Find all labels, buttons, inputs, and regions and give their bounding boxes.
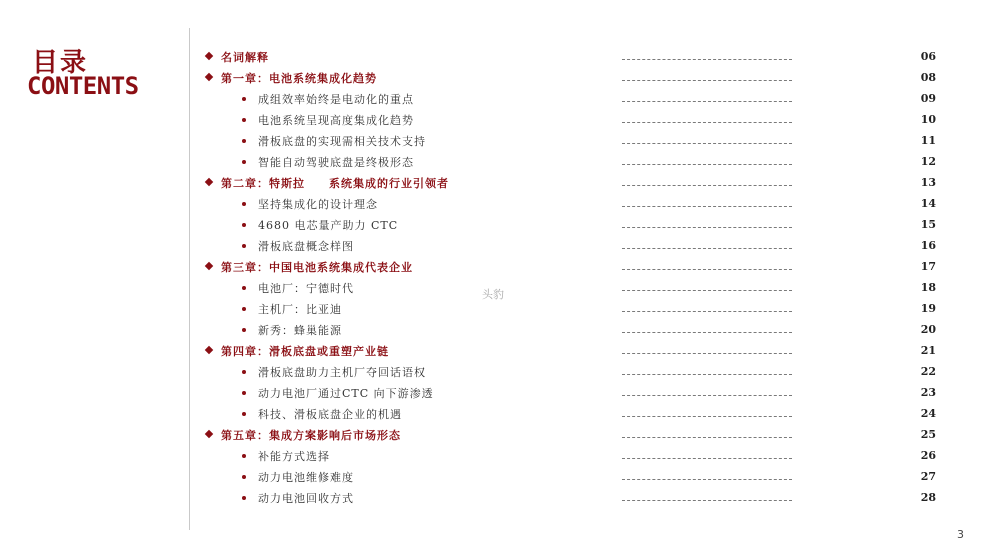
dot-bullet-icon (242, 286, 246, 290)
dot-bullet-icon (242, 160, 246, 164)
diamond-bullet-icon (205, 262, 215, 272)
dotted-leader (622, 290, 792, 291)
toc-page-number: 28 (920, 491, 936, 504)
toc-page-number: 14 (920, 197, 936, 210)
toc-section-row[interactable] (0, 384, 992, 405)
table-of-contents (0, 48, 992, 510)
toc-section-row[interactable] (0, 447, 992, 468)
toc-entry-label: 第一章：电池系统集成化趋势 (221, 72, 377, 85)
toc-page-number: 27 (920, 470, 936, 483)
toc-entry-label: 电池厂：宁德时代 (258, 282, 354, 295)
toc-entry-label: 第三章：中国电池系统集成代表企业 (221, 261, 413, 274)
toc-section-row[interactable] (0, 90, 992, 111)
toc-page-number: 23 (920, 386, 936, 399)
dot-bullet-icon (242, 370, 246, 374)
toc-section-row[interactable] (0, 216, 992, 237)
toc-page-number: 24 (920, 407, 936, 420)
toc-page-number: 18 (920, 281, 936, 294)
dot-bullet-icon (242, 496, 246, 500)
toc-page-number: 17 (920, 260, 936, 273)
toc-section-row[interactable] (0, 363, 992, 384)
toc-entry-label: 名词解释 (221, 51, 269, 64)
dot-bullet-icon (242, 223, 246, 227)
dot-bullet-icon (242, 391, 246, 395)
toc-page-number: 09 (920, 92, 936, 105)
dot-bullet-icon (242, 202, 246, 206)
dot-bullet-icon (242, 244, 246, 248)
dot-bullet-icon (242, 412, 246, 416)
toc-section-row[interactable] (0, 300, 992, 321)
toc-page-number: 16 (920, 239, 936, 252)
toc-entry-label: 坚持集成化的设计理念 (258, 198, 378, 211)
dotted-leader (622, 353, 792, 354)
toc-page-number: 12 (920, 155, 936, 168)
dotted-leader (622, 479, 792, 480)
toc-entry-label: 动力电池回收方式 (258, 492, 354, 505)
toc-chapter-row[interactable] (0, 48, 992, 69)
dotted-leader (622, 59, 792, 60)
toc-page-number: 15 (920, 218, 936, 231)
dotted-leader (622, 374, 792, 375)
toc-entry-label: 动力电池维修难度 (258, 471, 354, 484)
dotted-leader (622, 332, 792, 333)
toc-entry-label: 滑板底盘助力主机厂夺回话语权 (258, 366, 426, 379)
page-number: 3 (957, 528, 964, 541)
watermark: 头豹 (482, 288, 504, 301)
toc-section-row[interactable] (0, 153, 992, 174)
toc-entry-label: 滑板底盘的实现需相关技术支持 (258, 135, 426, 148)
dotted-leader (622, 206, 792, 207)
contents-title-chinese: 目录 (32, 48, 89, 78)
dot-bullet-icon (242, 328, 246, 332)
toc-page-number: 10 (920, 113, 936, 126)
dotted-leader (622, 395, 792, 396)
toc-page-number: 19 (920, 302, 936, 315)
dotted-leader (622, 269, 792, 270)
toc-entry-label: 智能自动驾驶底盘是终极形态 (258, 156, 414, 169)
dot-bullet-icon (242, 139, 246, 143)
toc-section-row[interactable] (0, 468, 992, 489)
toc-section-row[interactable] (0, 195, 992, 216)
dotted-leader (622, 143, 792, 144)
dotted-leader (622, 185, 792, 186)
toc-entry-label: 动力电池厂通过CTC 向下游渗透 (258, 387, 434, 400)
toc-entry-label: 电池系统呈现高度集成化趋势 (258, 114, 414, 127)
toc-entry-label: 第四章：滑板底盘或重塑产业链 (221, 345, 389, 358)
toc-page-number: 20 (920, 323, 936, 336)
toc-page-number: 22 (920, 365, 936, 378)
dotted-leader (622, 80, 792, 81)
toc-page-number: 06 (920, 50, 936, 63)
diamond-bullet-icon (205, 178, 215, 188)
contents-title-english: CONTENTS (27, 72, 139, 100)
toc-entry-label: 滑板底盘概念样图 (258, 240, 354, 253)
dotted-leader (622, 437, 792, 438)
diamond-bullet-icon (205, 52, 215, 62)
toc-page-number: 21 (920, 344, 936, 357)
toc-section-row[interactable] (0, 321, 992, 342)
toc-page-number: 25 (920, 428, 936, 441)
dot-bullet-icon (242, 475, 246, 479)
toc-page-number: 26 (920, 449, 936, 462)
diamond-bullet-icon (205, 346, 215, 356)
toc-entry-label: 成组效率始终是电动化的重点 (258, 93, 414, 106)
toc-section-row[interactable] (0, 237, 992, 258)
diamond-bullet-icon (205, 430, 215, 440)
toc-chapter-row[interactable] (0, 426, 992, 447)
toc-page-number: 11 (920, 134, 936, 147)
toc-section-row[interactable] (0, 405, 992, 426)
toc-chapter-row[interactable] (0, 69, 992, 90)
toc-page-number: 08 (920, 71, 936, 84)
dotted-leader (622, 101, 792, 102)
dotted-leader (622, 164, 792, 165)
dot-bullet-icon (242, 307, 246, 311)
toc-page-number: 13 (920, 176, 936, 189)
dotted-leader (622, 416, 792, 417)
toc-entry-label: 补能方式选择 (258, 450, 330, 463)
toc-chapter-row[interactable] (0, 258, 992, 279)
dotted-leader (622, 248, 792, 249)
toc-section-row[interactable] (0, 132, 992, 153)
toc-entry-label: 新秀：蜂巢能源 (258, 324, 342, 337)
dot-bullet-icon (242, 118, 246, 122)
toc-entry-label: 4680 电芯量产助力 CTC (258, 219, 399, 232)
toc-chapter-row[interactable] (0, 342, 992, 363)
toc-entry-label: 科技、滑板底盘企业的机遇 (258, 408, 402, 421)
toc-section-row[interactable] (0, 111, 992, 132)
dotted-leader (622, 311, 792, 312)
dot-bullet-icon (242, 97, 246, 101)
toc-entry-label: 第五章：集成方案影响后市场形态 (221, 429, 401, 442)
toc-entry-label: 第二章：特斯拉 系统集成的行业引领者 (221, 177, 449, 190)
dotted-leader (622, 122, 792, 123)
toc-chapter-row[interactable] (0, 174, 992, 195)
dotted-leader (622, 500, 792, 501)
dot-bullet-icon (242, 454, 246, 458)
dotted-leader (622, 227, 792, 228)
dotted-leader (622, 458, 792, 459)
toc-section-row[interactable] (0, 489, 992, 510)
toc-entry-label: 主机厂：比亚迪 (258, 303, 342, 316)
diamond-bullet-icon (205, 73, 215, 83)
